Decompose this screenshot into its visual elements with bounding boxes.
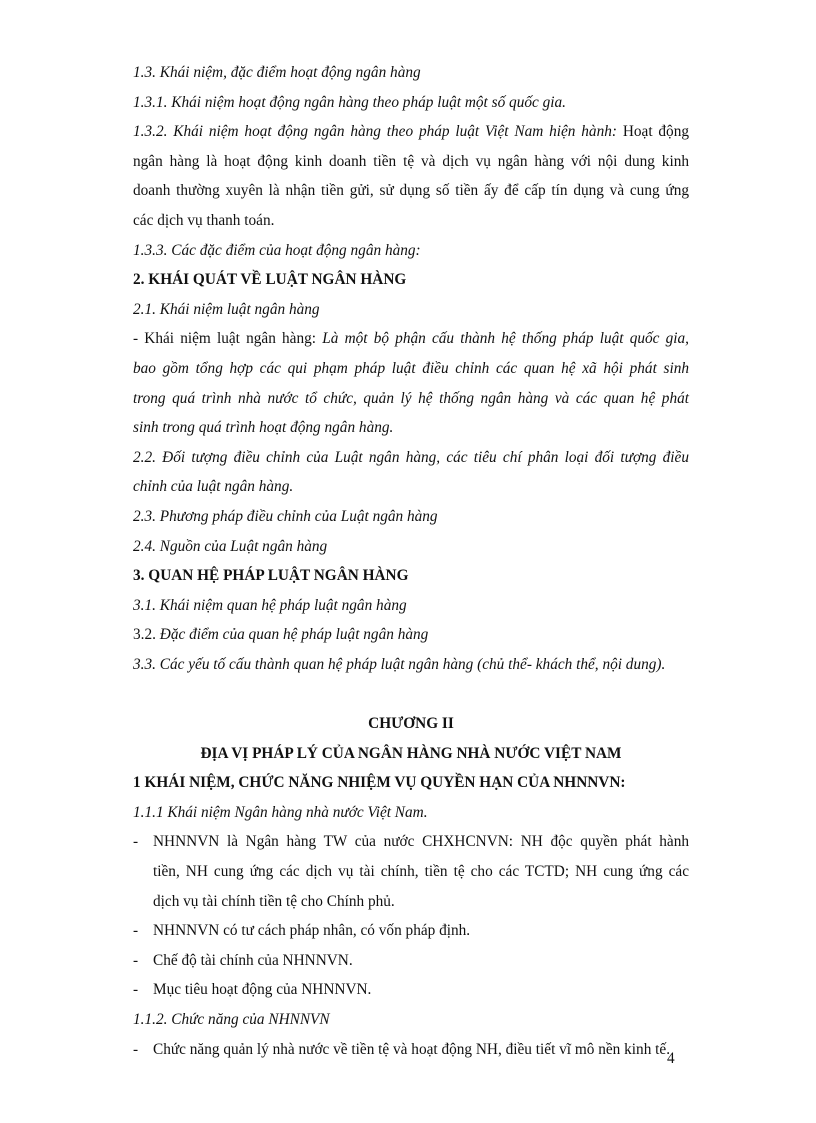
bullet-4-text: Mục tiêu hoạt động của NHNNVN. bbox=[153, 981, 372, 999]
bullet-1-line-3: dịch vụ tài chính tiền tệ cho Chính phủ. bbox=[153, 892, 395, 910]
definition-line-4: sinh trong quá trình hoạt động ngân hàng. bbox=[133, 419, 394, 437]
section-2-3: 2.3. Phương pháp điều chỉnh của Luật ngân hàng bbox=[133, 507, 438, 525]
section-3-3: 3.3. Các yếu tố cấu thành quan hệ pháp luật ngân hàng (chủ thể- khách thể, nội dung). bbox=[133, 655, 666, 673]
section-3-1: 3.1. Khái niệm quan hệ pháp luật ngân hàng bbox=[133, 596, 407, 614]
bullet-4 bbox=[133, 975, 689, 1005]
bullet-2 bbox=[133, 916, 689, 946]
section-1-3-1: 1.3.1. Khái niệm hoạt động ngân hàng theo pháp luật một số quốc gia. bbox=[133, 93, 566, 111]
section-2-1: 2.1. Khái niệm luật ngân hàng bbox=[133, 300, 320, 318]
definition-text: Là một bộ phận cấu thành hệ thống pháp luật quốc gia, bbox=[322, 330, 689, 348]
bullet-dash: - bbox=[133, 833, 139, 851]
bullet-1-line-2: tiền, NH cung ứng các dịch vụ tài chính, tiền tệ cho các TCTD; NH cung ứng các bbox=[153, 863, 689, 881]
section-1-3-2-text: Hoạt động bbox=[622, 123, 689, 141]
bullet-2-text: NHNNVN có tư cách pháp nhân, có vốn pháp định. bbox=[153, 922, 471, 940]
section-3-2-text: Đặc điểm của quan hệ pháp luật ngân hàng bbox=[159, 626, 429, 644]
section-1-3-2-line-2: ngân hàng là hoạt động kinh doanh tiền tệ và dịch vụ ngân hàng với nội dung kinh bbox=[133, 152, 689, 170]
bullet-1-line-1 bbox=[133, 827, 689, 857]
section-1-3-2-line-3: doanh thường xuyên là nhận tiền gửi, sử dụng số tiền ấy để cấp tín dụng và cung ứng bbox=[133, 182, 689, 200]
section-1-1-1: 1.1.1 Khái niệm Ngân hàng nhà nước Việt Nam. bbox=[133, 803, 428, 821]
chapter-2-heading-1: 1 KHÁI NIỆM, CHỨC NĂNG NHIỆM VỤ QUYỀN HẠN CỦA NHNNVN: bbox=[133, 774, 626, 792]
section-1-3: 1.3. Khái niệm, đặc điểm hoạt động ngân hàng bbox=[133, 64, 421, 81]
section-1-3-2-line-4: các dịch vụ thanh toán. bbox=[133, 211, 275, 229]
section-1-3-3: 1.3.3. Các đặc điểm của hoạt động ngân hàng: bbox=[133, 241, 421, 259]
section-1-3-2-heading: 1.3.2. Khái niệm hoạt động ngân hàng theo pháp luật Việt Nam hiện hành: bbox=[133, 123, 617, 141]
page-number: 4 bbox=[667, 1050, 675, 1067]
blank-line bbox=[133, 679, 689, 709]
section-2-4: 2.4. Nguồn của Luật ngân hàng bbox=[133, 537, 328, 555]
section-2-2-line-1: 2.2. Đối tượng điều chỉnh của Luật ngân hàng, các tiêu chí phân loại đối tượng điều bbox=[133, 448, 689, 466]
bullet-3 bbox=[133, 946, 689, 976]
definition-line-1 bbox=[133, 324, 689, 354]
bullet-dash: - bbox=[133, 981, 139, 999]
bullet-1-text: NHNNVN là Ngân hàng TW của nước CHXHCNVN: NH độc quyền phát hành bbox=[153, 833, 689, 851]
bullet-dash: - bbox=[133, 922, 139, 940]
definition-line-2: bao gồm tổng hợp các qui phạm pháp luật điều chỉnh các quan hệ xã hội phát sinh bbox=[133, 359, 689, 377]
heading-3: 3. QUAN HỆ PHÁP LUẬT NGÂN HÀNG bbox=[133, 567, 409, 585]
chapter-title: ĐỊA VỊ PHÁP LÝ CỦA NGÂN HÀNG NHÀ NƯỚC VIỆT NAM bbox=[200, 744, 622, 762]
document-page bbox=[133, 58, 689, 1064]
definition-label: - Khái niệm luật ngân hàng: bbox=[133, 330, 317, 348]
bullet-5-text: Chức năng quản lý nhà nước về tiền tệ và hoạt động NH, điều tiết vĩ mô nền kinh tế. bbox=[153, 1040, 671, 1058]
bullet-5 bbox=[133, 1035, 689, 1065]
section-1-3-2-line-1 bbox=[133, 117, 689, 147]
section-3-2 bbox=[133, 620, 689, 650]
chapter-label: CHƯƠNG II bbox=[368, 715, 454, 733]
bullet-3-text: Chế độ tài chính của NHNNVN. bbox=[153, 951, 353, 969]
bullet-dash: - bbox=[133, 1040, 139, 1058]
section-1-1-2: 1.1.2. Chức năng của NHNNVN bbox=[133, 1011, 330, 1028]
bullet-dash: - bbox=[133, 951, 139, 969]
definition-line-3: trong quá trình nhà nước tổ chức, quản lý hệ thống ngân hàng và các quan hệ phát bbox=[133, 389, 689, 407]
section-2-2-line-2: chỉnh của luật ngân hàng. bbox=[133, 478, 294, 496]
section-3-2-number: 3.2. bbox=[133, 626, 156, 644]
heading-2: 2. KHÁI QUÁT VỀ LUẬT NGÂN HÀNG bbox=[133, 271, 407, 289]
